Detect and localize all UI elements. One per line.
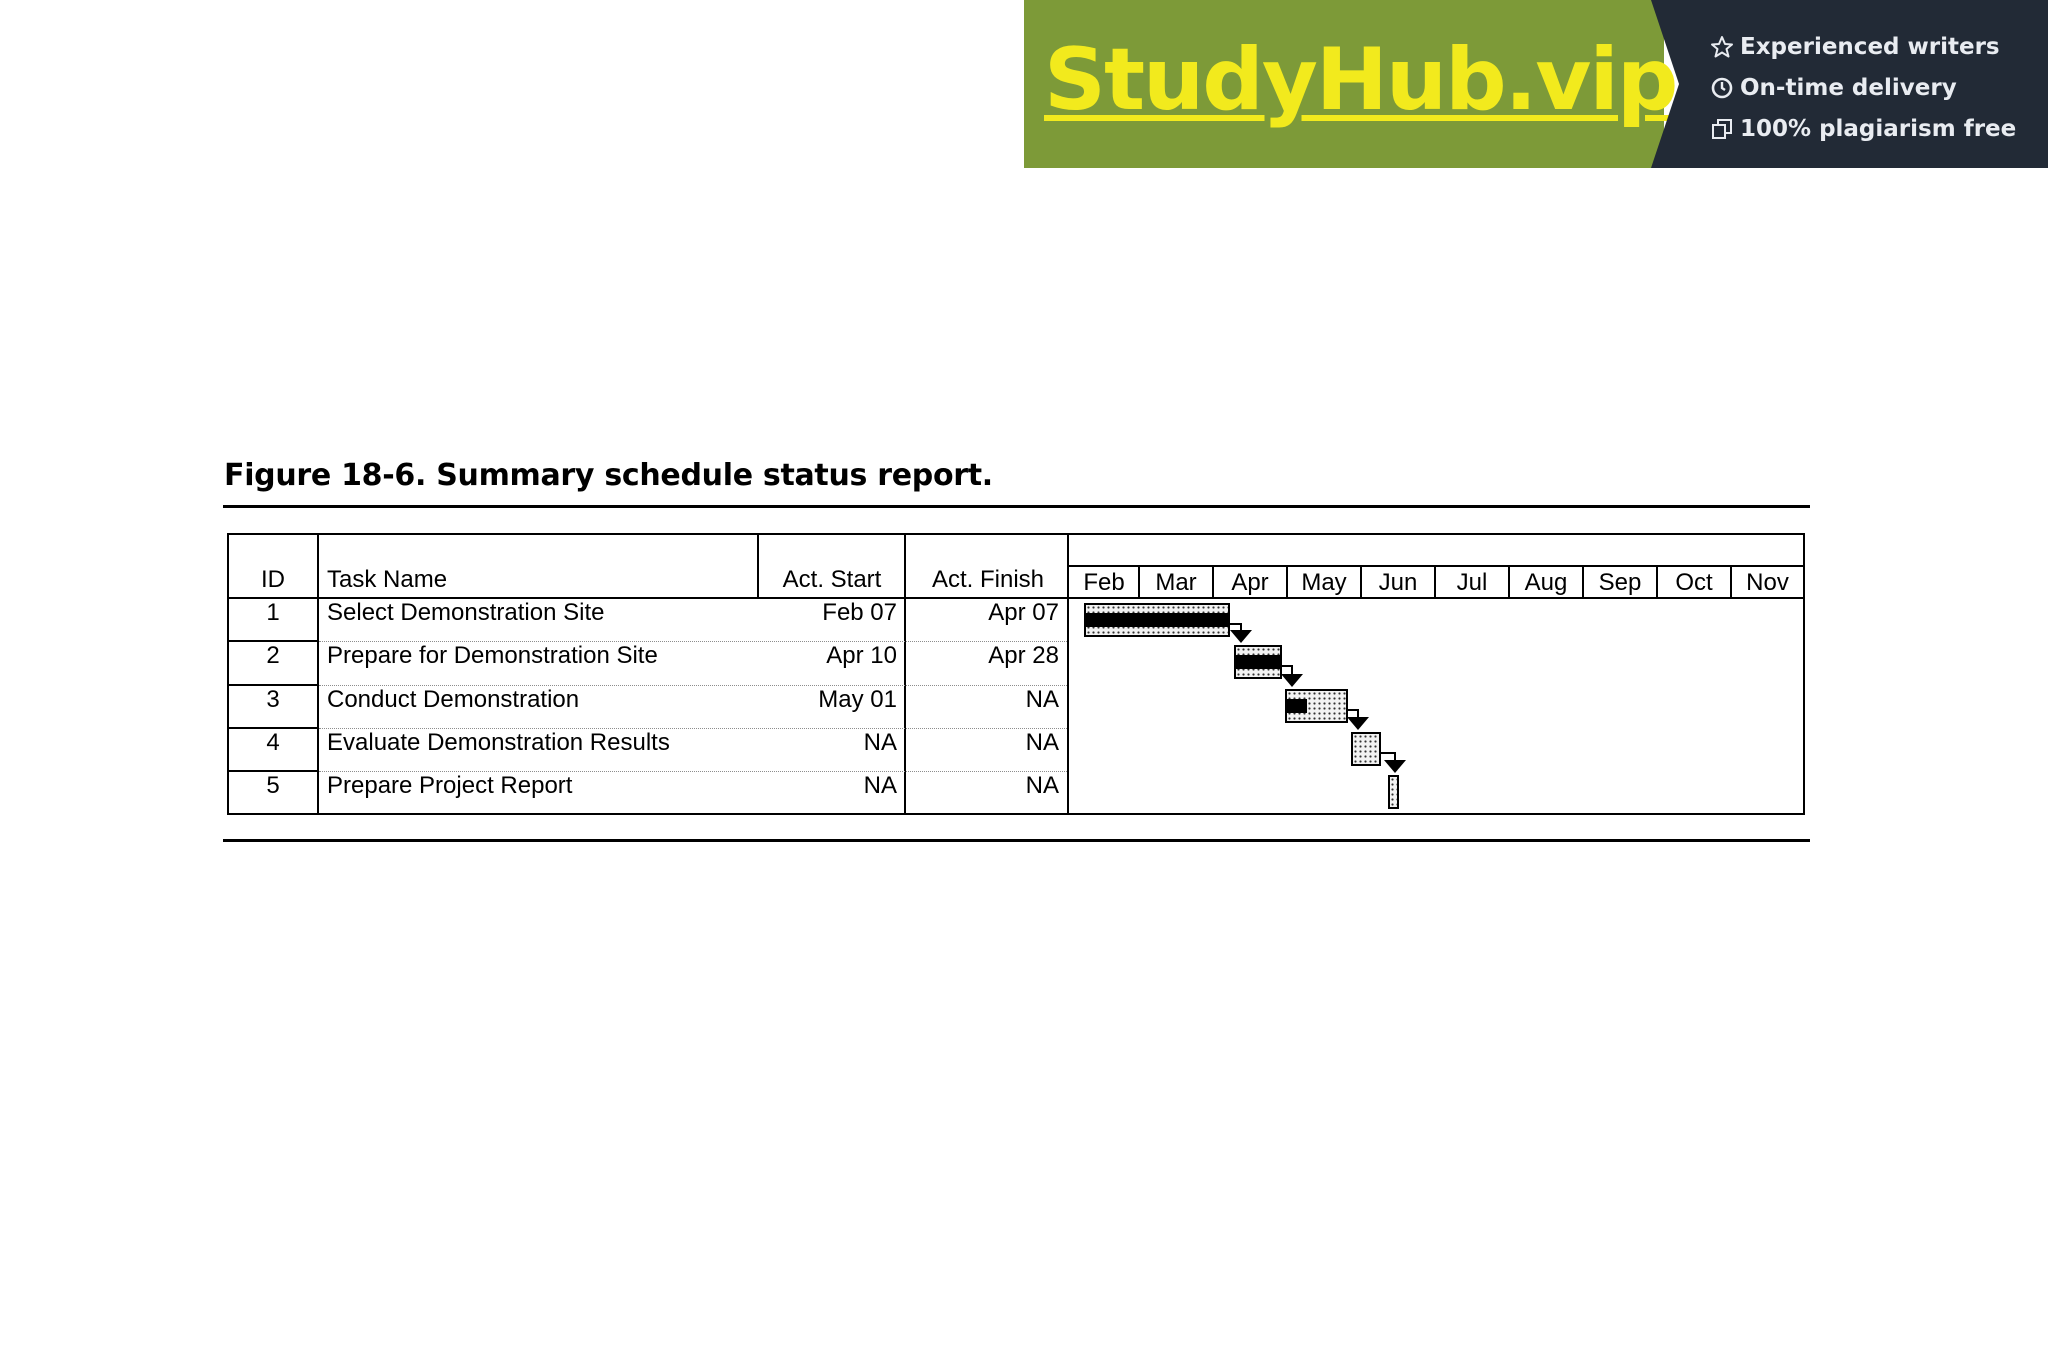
gantt-progress [1285,699,1307,713]
feature-item [1710,26,2016,67]
feature-list [1710,26,2016,149]
row-task-name: Prepare for Demonstration Site [327,642,658,669]
feature-label: Experienced writers [1740,33,2000,60]
clock-icon [1710,76,1734,100]
gantt-progress [1234,655,1282,669]
row-id: 2 [266,642,280,669]
row-task-name: Select Demonstration Site [327,599,605,626]
top-rule [223,505,1810,508]
bottom-rule [223,839,1810,842]
dependency-link [1282,665,1292,667]
row-act-start: NA [863,729,897,756]
copy-icon [1710,117,1734,141]
brand-logo-text[interactable]: StudyHub.vip [1044,30,1677,130]
dependency-link [1381,752,1394,754]
header-task-name: Task Name [327,566,448,593]
month-label: Feb [1083,569,1125,596]
feature-label: 100% plagiarism free [1740,115,2017,142]
row-id: 3 [266,686,280,713]
banner-brand-panel [1024,0,1677,168]
row-id: 1 [266,599,280,626]
gantt-progress [1084,613,1231,627]
ad-banner[interactable] [1024,0,2048,168]
row-act-finish: Apr 07 [988,599,1059,626]
dependency-link [1348,709,1358,711]
feature-label: On-time delivery [1740,74,1957,101]
row-task-name: Conduct Demonstration [327,686,580,713]
month-label: Apr [1231,569,1269,596]
column-divider [317,533,319,815]
header-act-start: Act. Start [782,566,882,593]
month-label: Mar [1155,569,1197,596]
month-label: May [1301,569,1347,596]
figure-caption: Figure 18-6. Summary schedule status report. [224,458,993,493]
month-label: Aug [1524,569,1568,596]
row-task-name: Evaluate Demonstration Results [327,729,670,756]
feature-item [1710,108,2016,149]
column-divider [757,533,759,598]
month-label: Jun [1378,569,1418,596]
row-task-name: Prepare Project Report [327,772,573,799]
header-id: ID [261,566,285,593]
dependency-arrow [1230,630,1252,643]
gantt-bar [1388,775,1399,809]
dependency-arrow [1347,717,1369,730]
header-act-finish: Act. Finish [931,566,1045,593]
timescale-band-line [1067,565,1805,567]
row-act-finish: NA [1025,772,1059,799]
dependency-arrow [1281,674,1303,687]
row-act-start: Feb 07 [822,599,897,626]
month-label: Sep [1598,569,1642,596]
feature-item [1710,67,2016,108]
month-label: Nov [1746,569,1789,596]
row-act-finish: NA [1025,729,1059,756]
month-label: Jul [1456,569,1488,596]
dependency-link [1230,623,1240,625]
row-id: 5 [266,772,280,799]
gantt-bar [1351,732,1380,766]
row-act-start: May 01 [818,686,897,713]
row-id: 4 [266,729,280,756]
column-divider [904,533,906,815]
row-act-start: NA [863,772,897,799]
row-act-start: Apr 10 [826,642,897,669]
month-label: Oct [1675,569,1713,596]
star-icon [1710,35,1734,59]
row-act-finish: Apr 28 [988,642,1059,669]
row-act-finish: NA [1025,686,1059,713]
dependency-arrow [1384,760,1406,773]
